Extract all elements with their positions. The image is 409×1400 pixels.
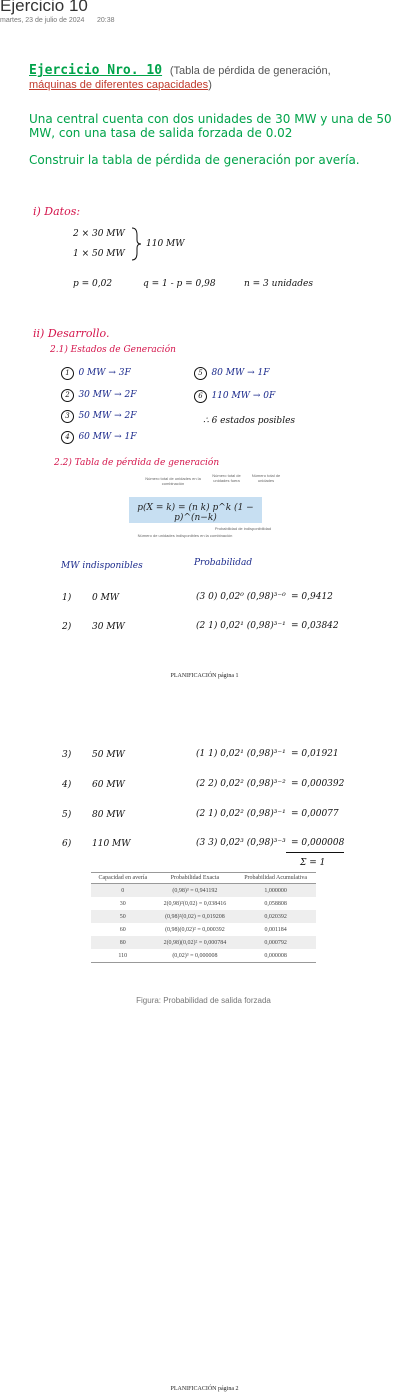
row-value: = 0,000008 (291, 838, 345, 848)
page-footer: PLANIFICACIÓN página 1 (170, 673, 239, 679)
row-expression: (2 1) 0,02² (0,98)³⁻¹ (196, 809, 286, 819)
formula-label-total: Número total de unidades (251, 473, 281, 483)
formula-expression: p(X = k) = (n k) p^k (1 − p)^(n−k) (137, 503, 254, 523)
exercise-subtitle: máquinas de diferentes capacidades (29, 79, 209, 91)
table-row (91, 897, 316, 910)
estado-item (61, 362, 131, 380)
table-cell: (0,98)²(0,02) = 0,019208 (155, 910, 236, 923)
table-cell: 0,000792 (235, 936, 316, 949)
formula-label-failed: Número total de unidades fuera (212, 473, 241, 483)
table-header: Probabilidad Acumulativa (235, 873, 316, 884)
row-expression: (3 0) 0,02⁰ (0,98)³⁻⁰ (196, 592, 286, 602)
param-p: p = 0,02 (73, 279, 113, 289)
exercise-title-block (29, 64, 409, 92)
page-time: 20:38 (97, 17, 115, 24)
col-mw-heading: MW indisponibles (61, 561, 143, 571)
table-cell: 0 (91, 884, 155, 898)
sum-rule (286, 852, 344, 853)
exercise-title: Ejercicio Nro. 10 (29, 63, 163, 78)
row-value: = 0,00077 (291, 809, 339, 819)
table-cell: 30 (119, 900, 126, 907)
table-caption: Figura: Probabilidad de salida forzada (136, 996, 271, 1005)
exercise-statement: Una central cuenta con dos unidades de 30 MW y una de 50 MW, con una tasa de salida forzada de 0.02 (29, 112, 392, 140)
table-header: Capacidad en avería (91, 873, 155, 884)
table-cell: 80 (91, 936, 155, 949)
estado-text: 50 MW → 2F (78, 411, 137, 421)
row-number: 6) (62, 839, 72, 849)
formula-label-unavail: Número de unidades indisponibles en la combinación (137, 533, 233, 538)
table-row (91, 936, 316, 949)
table-cell: 1,000000 (235, 884, 316, 898)
estado-text: 30 MW → 2F (78, 390, 137, 400)
table-cell: 0,000008 (235, 949, 316, 963)
exercise-task: Construir la tabla de pérdida de generación por avería. (29, 153, 360, 167)
formula-label-prob: Probabilidad de indisponibilidad (214, 526, 272, 531)
table-cell: 0,001184 (264, 926, 287, 933)
row-number: 2) (62, 622, 72, 632)
row-expression: (2 2) 0,02² (0,98)³⁻² (196, 779, 286, 789)
estado-item (61, 384, 136, 402)
estado-number: 6 (194, 390, 207, 403)
estado-item (194, 385, 275, 403)
row-mw: 80 MW (92, 810, 125, 820)
row-mw: 60 MW (92, 780, 125, 790)
table-header: Probabilidad Exacta (155, 873, 236, 884)
estado-number: 3 (61, 410, 74, 423)
datos-line-1: 2 × 30 MW (73, 229, 125, 239)
estados-heading: 2.1) Estados de Generación (50, 345, 176, 355)
row-value: = 0,03842 (291, 621, 339, 631)
datos-heading: i) Datos: (33, 205, 81, 218)
table-header-row (91, 873, 316, 884)
table-cell: 110 (91, 949, 155, 963)
brace-icon (130, 227, 142, 261)
estado-number: 4 (61, 431, 74, 444)
estado-item (61, 426, 136, 444)
estado-number: 5 (194, 367, 207, 380)
estado-text: 0 MW → 3F (78, 368, 131, 378)
sum-total: Σ = 1 (300, 858, 326, 868)
table-row (91, 923, 316, 936)
row-expression: (3 3) 0,02³ (0,98)³⁻³ (196, 838, 286, 848)
table-cell: 2(0,98)²(0,02) = 0,038416 (163, 900, 227, 907)
row-number: 3) (62, 750, 72, 760)
table-cell: (0,98)(0,02)² = 0,000392 (165, 926, 225, 933)
exercise-paren-open: (Tabla de pérdida de generación, (169, 65, 331, 77)
desarrollo-heading: ii) Desarrollo. (33, 327, 110, 340)
row-number: 5) (62, 810, 72, 820)
row-number: 1) (62, 593, 72, 603)
table-cell: 50 (91, 910, 155, 923)
estado-number: 1 (61, 367, 74, 380)
table-cell: (0,02)³ = 0,000008 (155, 949, 236, 963)
table-cell: 0,058808 (264, 900, 287, 907)
formula-label-combination: Número total de unidades en la combinación (145, 476, 201, 486)
estados-conclusion: ∴ 6 estados posibles (203, 416, 296, 426)
probability-table (91, 872, 316, 963)
row-mw: 30 MW (92, 622, 125, 632)
tabla-heading: 2.2) Tabla de pérdida de generación (54, 458, 220, 468)
estado-text: 110 MW → 0F (211, 391, 276, 401)
exercise-paren-close: ) (208, 79, 212, 91)
row-value: = 0,01921 (291, 749, 339, 759)
datos-line-2: 1 × 50 MW (73, 249, 125, 259)
row-mw: 50 MW (92, 750, 125, 760)
col-prob-heading: Probabilidad (194, 558, 253, 568)
page-date: martes, 23 de julio de 2024 (0, 17, 85, 24)
estado-item (61, 405, 136, 423)
datos-total: 110 MW (146, 239, 185, 249)
row-mw: 110 MW (92, 839, 131, 849)
page-footer: PLANIFICACIÓN página 2 (170, 1386, 239, 1392)
table-row (91, 910, 316, 923)
row-value: = 0,000392 (291, 779, 345, 789)
table-row (91, 884, 316, 898)
table-cell: 60 (119, 926, 126, 933)
param-q: q = 1 - p = 0,98 (143, 279, 216, 289)
estado-number: 2 (61, 389, 74, 402)
table-cell: (0,98)³ = 0,941192 (155, 884, 236, 898)
estado-text: 80 MW → 1F (211, 368, 270, 378)
row-mw: 0 MW (92, 593, 120, 603)
row-number: 4) (62, 780, 72, 790)
page-title: Ejercicio 10 (0, 0, 88, 15)
row-expression: (1 1) 0,02¹ (0,98)³⁻¹ (196, 749, 286, 759)
estado-text: 60 MW → 1F (78, 432, 137, 442)
param-n: n = 3 unidades (244, 279, 313, 289)
row-value: = 0,9412 (291, 592, 333, 602)
row-expression: (2 1) 0,02¹ (0,98)³⁻¹ (196, 621, 286, 631)
table-cell: 0,020392 (235, 910, 316, 923)
table-cell: 2(0,98)(0,02)² = 0,000784 (155, 936, 236, 949)
table-row (91, 949, 316, 963)
estado-item (194, 362, 269, 380)
